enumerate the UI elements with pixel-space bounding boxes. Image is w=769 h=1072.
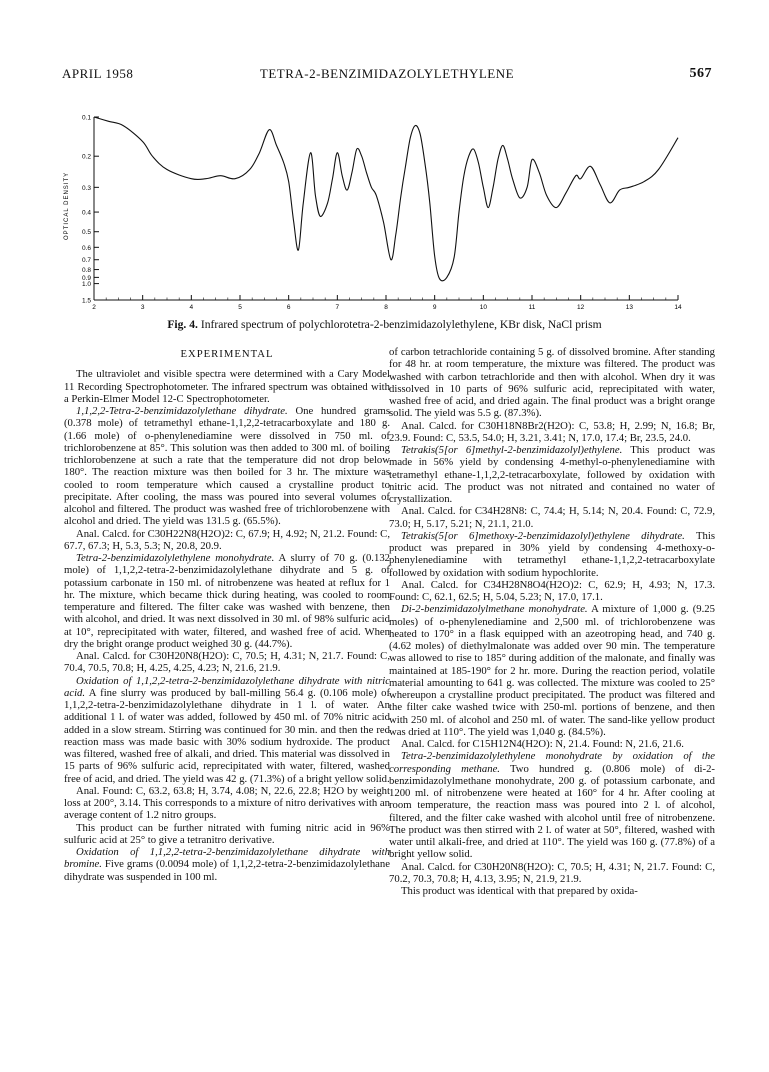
x-tick-label: 7 <box>335 304 340 311</box>
paragraph-title: 1,1,2,2-Tetra-2-benzimidazolylethane dihydrate. <box>76 405 288 417</box>
paragraph <box>64 552 390 650</box>
paragraph-body: Five grams (0.0094 mole) of 1,1,2,2-tetra-2-benzimidazolylethane dihydrate was suspended in 100 ml. <box>64 858 390 883</box>
x-tick-label: 14 <box>674 304 682 311</box>
y-tick-label: 0.8 <box>81 267 91 275</box>
y-tick-label: 0.1 <box>81 114 91 122</box>
paragraph: This product can be further nitrated with fuming nitric acid in 96% sulfuric acid at 25° to give a tetranitro derivative. <box>64 821 390 846</box>
x-tick-label: 5 <box>238 304 242 311</box>
x-tick-label: 6 <box>286 304 291 311</box>
paragraph-body: A mixture of 1,000 g. (9.25 moles) of o-phenylenediamine and 2,500 ml. of trichlorobenzene was heated to 170° in a flask equipped with an azeotroping head, and 740 g. (4.62 moles) of diethylmalonate was added over 90 min. The temperature was allowed to rise to 185° during addition of the malonate, and finally was maintained at 185-190° for 2 hr. more. During the reaction period, volatile material amounting to 641 g. was collected. The mixture was cooled to 25° whereupon a crystalline product precipitated. The product was filtered and the filter cake washed twice with 250-ml. portions of benzene, and then with 250 ml. of alcohol and 250 ml. of water. The sand-like yellow product was dried at 110°. The yield was 1,040 g. (84.5%). <box>389 603 715 738</box>
x-tick-label: 12 <box>577 304 585 311</box>
y-tick-label: 0.3 <box>81 184 91 192</box>
y-tick-label: 0.2 <box>81 153 91 161</box>
paragraph-body: This product was made in 56% yield by condensing 4-methyl-o-phenylenediamine with tetramethyl ethane-1,1,2,2-tetracarboxylate, followed by oxidation with nitric acid. The product was not nitrated and contained no water of crystallization. <box>389 444 715 505</box>
paragraph: of carbon tetrachloride containing 5 g. of dissolved bromine. After standing for 48 hr. at room temperature, the mixture was filtered. The product was washed with carbon tetrachloride and then with alcohol. When dry it was dissolved in 10 parts of 96% sulfuric acid, reprecipitated with water, washed free of acid, and dried again. The final product was a bright orange solid. The yield was 5.5 g. (87.3%). <box>389 346 715 420</box>
y-tick-label: 0.4 <box>81 209 91 217</box>
paragraph-title: Tetra-2-benzimidazolylethylene monohydrate. <box>76 552 275 564</box>
paragraph <box>389 530 715 579</box>
paragraph: Anal. Calcd. for C30H22N8(H2O)2: C, 67.9; H, 4.92; N, 21.2. Found: C, 67.7, 67.3; H, 5.3, 5.3; N, 20.8, 20.9. <box>64 527 390 552</box>
x-tick-label: 3 <box>140 304 145 311</box>
x-tick-label: 9 <box>432 304 437 311</box>
right-column <box>389 346 715 897</box>
ir-spectrum-chart <box>0 0 769 320</box>
spectrum-line <box>94 117 678 281</box>
section-heading: EXPERIMENTAL <box>180 348 274 360</box>
paragraph <box>389 444 715 505</box>
paragraph: Anal. Calcd. for C30H18N8Br2(H2O): C, 53.8; H, 2.99; N, 16.8; Br, 23.9. Found: C, 53.5, 54.0; H, 3.21, 3.41; N, 17.0, 17.4; Br, 23.5, 24.0. <box>389 419 715 444</box>
y-tick-label: 0.6 <box>81 244 91 252</box>
paragraph <box>389 603 715 738</box>
header-title: TETRA-2-BENZIMIDAZOLYLETHYLENE <box>259 66 515 81</box>
paragraph: Anal. Calcd. for C15H12N4(H2O): N, 21.4. Found: N, 21.6, 21.6. <box>401 738 684 750</box>
figure-caption <box>0 318 769 331</box>
paragraph: This product was identical with that prepared by oxida- <box>401 885 638 897</box>
y-tick-label: 1.5 <box>81 297 91 305</box>
y-tick-label: 0.9 <box>81 274 91 282</box>
x-tick-label: 13 <box>625 304 633 311</box>
y-tick-label: 0.7 <box>81 257 91 265</box>
y-tick-label: 0.5 <box>81 229 91 237</box>
x-tick-label: 11 <box>528 304 536 311</box>
paragraph-title: Tetrakis(5[or 6]methoxy-2-benzimidazolyl)ethylene dihydrate. <box>401 529 685 542</box>
page-number: 567 <box>689 66 712 81</box>
paragraph: Anal. Calcd. for C30H20N8(H2O): C, 70.5; H, 4.31; N, 21.7. Found: C, 70.4, 70.5, 70.8; H, 4.25, 4.25, 4.23; N, 21.6, 21.9. <box>64 650 390 675</box>
paragraph-title: Di-2-benzimidazolylmethane monohydrate. <box>401 603 588 616</box>
y-axis-label: OPTICAL DENSITY <box>64 171 70 240</box>
figure-caption-text: Infrared spectrum of polychlorotetra-2-benzimidazolylethylene, KBr disk, NaCl prism <box>200 318 602 331</box>
paragraph-body: This product was prepared in 30% yield by condensing 4-methoxy-o-phenylenediamine with tetramethyl ethane-1,1,2,2-tetracarboxylate followed by oxidation with sodium hypochlorite. <box>389 529 715 579</box>
paragraph-body: A slurry of 70 g. (0.132 mole) of 1,1,2,2-tetra-2-benzimidazolylethane dihydrate and 5 g. of potassium carbonate in 150 ml. of nitrobenzene was heated at reflux for 1 hr. The mixture, which became thick during heating, was cooled to room temperature and filtered. The filter cake was washed with benzene, then with alcohol, and dried. It was next dissolved in 30 ml. of 98% sulfuric acid at 10°, reprecipitated with water, filtered, and washed free of acid. When dry the bright orange product weighed 30 g. (44.7%). <box>64 552 391 650</box>
paragraph-title: Oxidation of 1,1,2,2-tetra-2-benzimidazolylethane dihydrate with nitric acid. <box>64 674 390 699</box>
y-tick-label: 1.0 <box>81 281 91 289</box>
paragraph-title: Oxidation of 1,1,2,2-tetra-2-benzimidazolylethane dihydrate with bromine. <box>64 846 390 871</box>
paragraph-title: Tetra-2-benzimidazolylethylene monohydrate by oxidation of the corresponding methane. <box>389 750 715 775</box>
paragraph-body: A fine slurry was produced by ball-milling 56.4 g. (0.106 mole) of 1,1,2,2-tetra-2-benzimidazolylethane dihydrate in 1 l. of water. An additional 1 l. of water was added, followed by 450 ml. of 70% nitric acid added in a slow stream. Stirring was continued for 30 min. and then the red reaction mass was made basic with 30% sodium hydroxide. The product was filtered, washed free of alkali, and dried. This material was dissolved in 15 parts of 96% sulfuric acid, reprecipitated with water, filtered, washed free of acid, and dried. The yield was 42 g. (71.3%) of a bright yellow solid. <box>64 686 390 785</box>
x-tick-label: 8 <box>384 304 388 311</box>
paragraph: The ultraviolet and visible spectra were determined with a Cary Model 11 Recording Spectrophotometer. The infrared spectrum was obtained with a Perkin-Elmer Model 12-C Spectrophotometer. <box>64 368 390 405</box>
paragraph-body: One hundred grams (0.378 mole) of tetramethyl ethane-1,1,2,2-tetracarboxylate and 180 g. (1.66 mole) of o-phenylenediamine were dissolved in 750 ml. of trichlorobenzene at 85°. This solution was then added to 300 ml. of boiling trichlorobenzene at such a rate that the temperature did not drop below 180°. The reaction mixture was then boiled for 3 hr. The mixture was cooled to room temperature which caused a crystalline product to precipitate. After cooling, the mass was poured into several volumes of alcohol and filtered. The product was washed free of trichlorobenzene with alcohol and dried. The yield was 131.5 g. (65.5%). <box>64 405 390 528</box>
paragraph-title: Tetrakis(5[or 6]methyl-2-benzimidazolyl)ethylene. <box>401 444 623 456</box>
paragraph <box>389 750 715 860</box>
left-column <box>64 346 390 883</box>
paragraph <box>64 846 390 883</box>
paragraph: Anal. Calcd. for C30H20N8(H2O): C, 70.5; H, 4.31; N, 21.7. Found: C, 70.2, 70.3, 70.8; H, 4.13, 3.95; N, 21.9, 21.9. <box>389 860 715 885</box>
paragraph: Anal. Found: C, 63.2, 63.8; H, 3.74, 4.08; N, 22.6, 22.8; H2O by weight loss at 200°, 3.14. This corresponds to a mixture of nitro derivatives with an average content of 1.2 nitro groups. <box>64 784 390 822</box>
paragraph: Anal. Calcd. for C34H28N8O4(H2O)2: C, 62.9; H, 4.93; N, 17.3. Found: C, 62.1, 62.5; H, 5.04, 5.23; N, 17.0, 17.1. <box>389 578 715 603</box>
x-tick-label: 4 <box>189 304 194 311</box>
paragraph <box>64 405 390 528</box>
x-tick-label: 2 <box>92 304 96 311</box>
paragraph: Anal. Calcd. for C34H28N8: C, 74.4; H, 5.14; N, 20.4. Found: C, 72.9, 73.0; H, 5.17, 5.21; N, 21.1, 21.0. <box>389 505 715 530</box>
figure-label: Fig. 4. <box>167 318 198 331</box>
header-date: APRIL 1958 <box>62 66 134 81</box>
paragraph-body: Two hundred g. (0.806 mole) of di-2-benzimidazolylmethane monohydrate, 200 g. of potassium carbonate, and 1200 ml. of nitrobenzene were heated at 160° for 4 hr. After cooling at room temperature, the reaction mass was poured into 2 l. of alcohol, filtered, and the filter cake washed with alcohol until free of nitrobenzene. The product was then stirred with 2 l. of water at 50°, filtered, washed with water until alkali-free, and dried at 110°. The yield was 160 g. (77.8%) of a bright yellow solid. <box>389 762 715 861</box>
paragraph <box>64 675 390 785</box>
x-tick-label: 10 <box>479 304 487 311</box>
